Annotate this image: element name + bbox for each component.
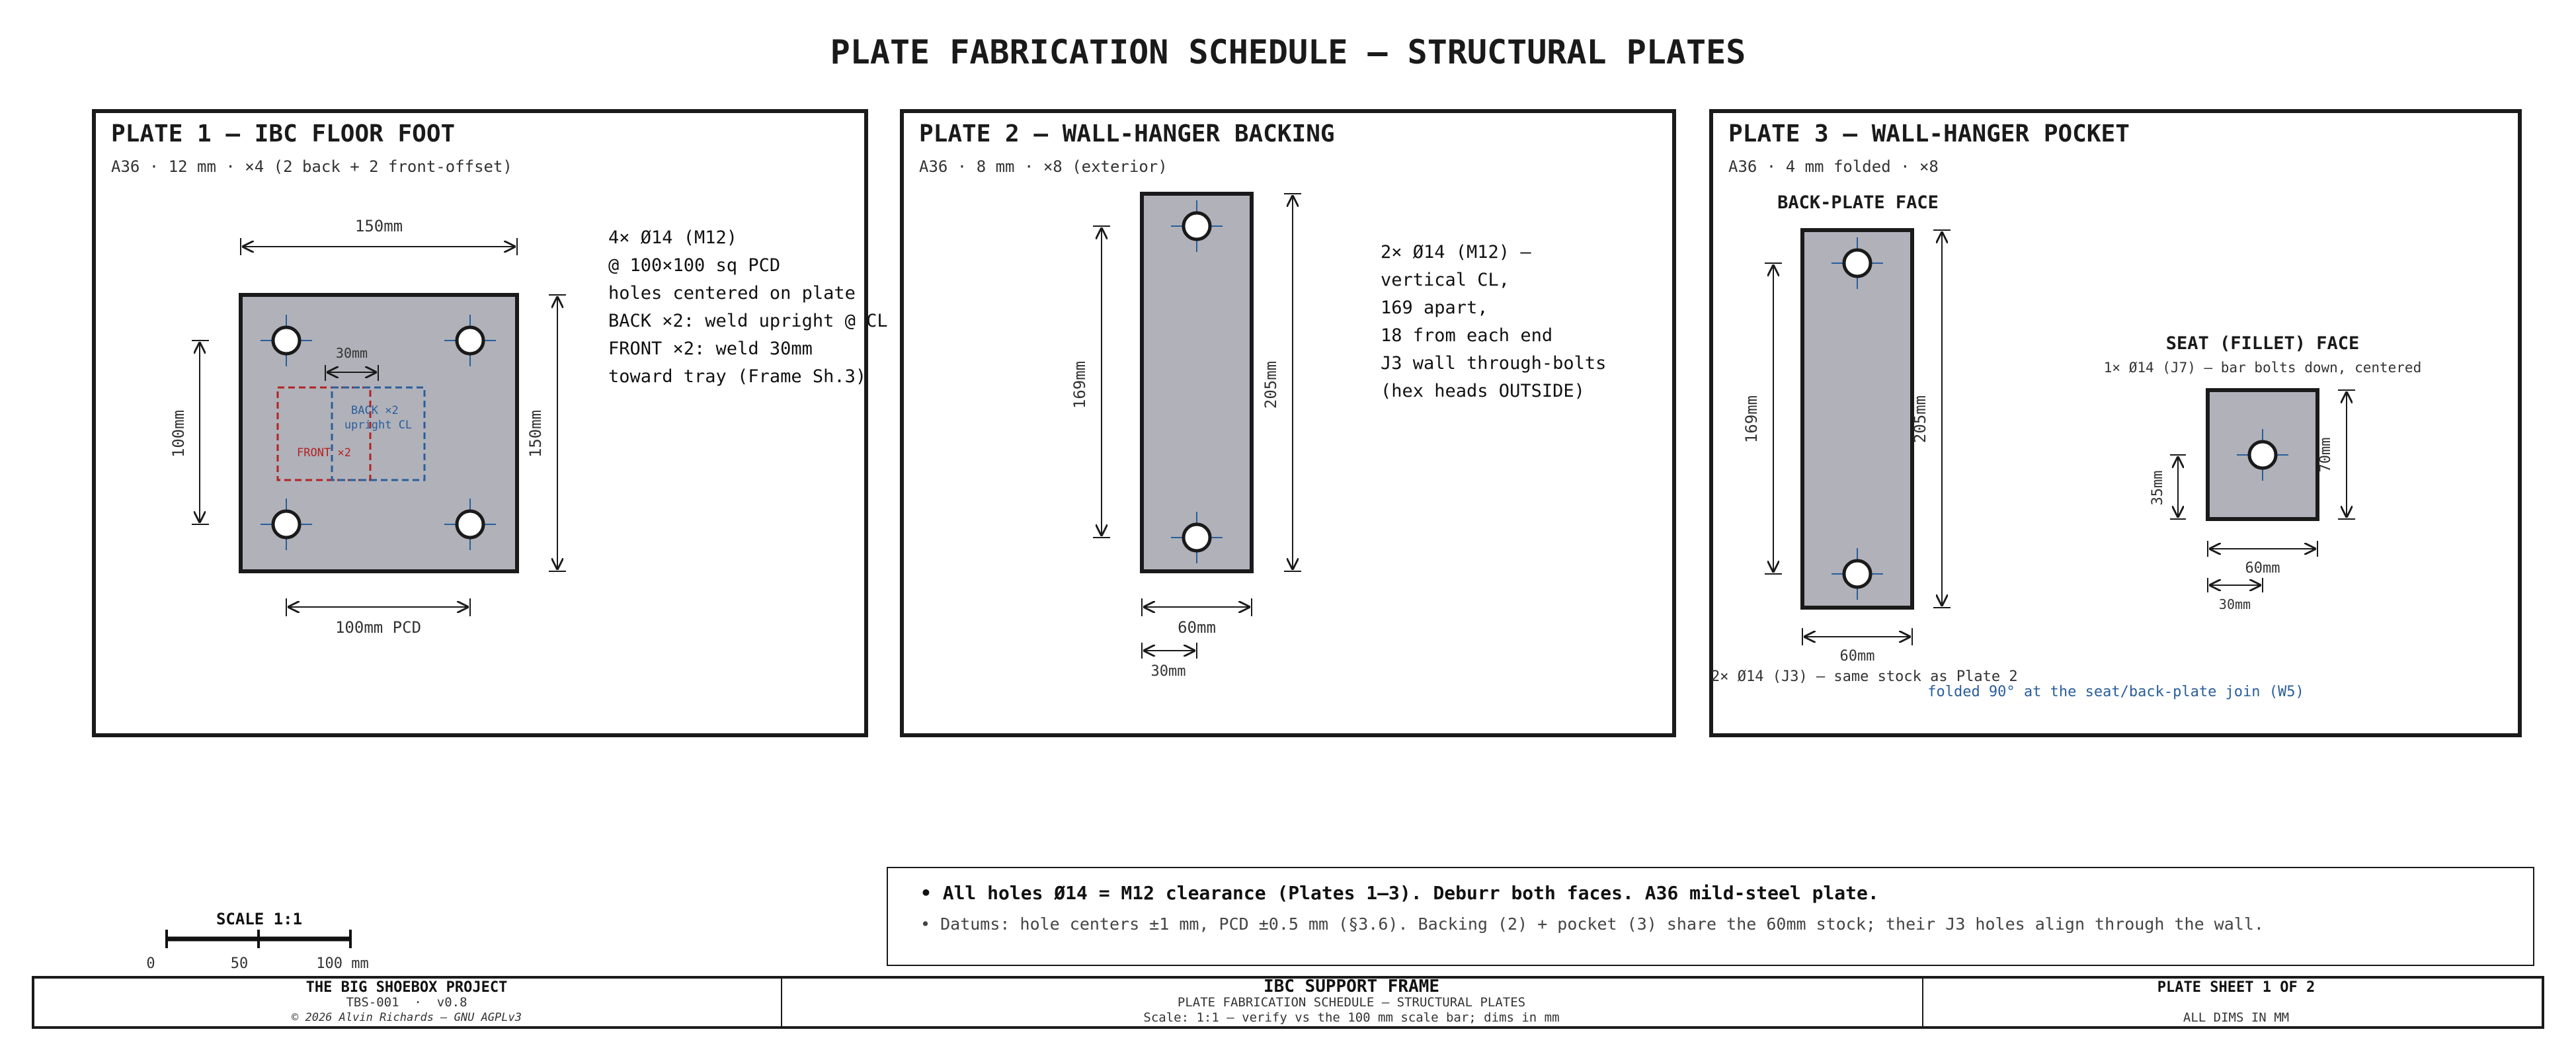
sheet-number: PLATE SHEET 1 OF 2 bbox=[2157, 979, 2315, 996]
front-weld-label: FRONT ×2 bbox=[297, 446, 351, 460]
fold-note: folded 90° at the seat/back-plate join (W5) bbox=[1927, 684, 2304, 700]
panel-spec: A36 · 8 mm · ×8 (exterior) bbox=[919, 157, 1168, 176]
plate-1-notes: 4× Ø14 (M12) @ 100×100 sq PCD holes centered on plate BACK ×2: weld upright @ CL FRONT ×2: weld 30mm toward tray (Frame Sh.3) bbox=[608, 227, 888, 387]
pcd-height-label: 100mm bbox=[169, 409, 188, 458]
offset-dimension-label: 30mm bbox=[335, 345, 368, 361]
back-weld-label: BACK ×2 upright CL bbox=[344, 404, 413, 432]
scale-bar-label: SCALE 1:1 bbox=[216, 910, 303, 928]
back-face-label: BACK-PLATE FACE bbox=[1777, 192, 1939, 213]
width-dimension-label: 60mm bbox=[1839, 648, 1875, 665]
notes-primary: • All holes Ø14 = M12 clearance (Plates 1–3). Deburr both faces. A36 mild-steel plate. bbox=[920, 882, 1879, 904]
panel-spec: A36 · 4 mm folded · ×8 bbox=[1728, 157, 1939, 176]
panel-plate-1 bbox=[94, 111, 899, 735]
frame-name: IBC SUPPORT FRAME bbox=[1263, 977, 1440, 996]
height-dimension-label: 150mm bbox=[526, 409, 545, 458]
document-id: TBS-001 · v0.8 bbox=[346, 995, 467, 1010]
panel-title: PLATE 2 — WALL-HANGER BACKING bbox=[919, 120, 1335, 147]
hole-spacing-label: 169mm bbox=[1742, 395, 1761, 444]
panel-frame bbox=[902, 111, 1674, 735]
scale-tick-label: 100 mm bbox=[316, 955, 369, 972]
general-notes bbox=[887, 868, 2534, 965]
sheet-title: PLATE FABRICATION SCHEDULE — STRUCTURAL PLATES bbox=[830, 33, 1746, 71]
panel-spec: A36 · 12 mm · ×4 (2 back + 2 front-offset) bbox=[111, 157, 512, 176]
width-dimension-label: 150mm bbox=[354, 217, 403, 235]
hole-spacing-label: 169mm bbox=[1070, 360, 1089, 409]
back-face-note: 2× Ø14 (J3) — same stock as Plate 2 bbox=[1711, 668, 2018, 685]
width-dimension-label: 60mm bbox=[1178, 618, 1216, 637]
project-name: THE BIG SHOEBOX PROJECT bbox=[305, 979, 508, 996]
seat-face-sublabel: 1× Ø14 (J7) — bar bolts down, centered bbox=[2103, 360, 2422, 376]
panel-plate-2 bbox=[902, 111, 1674, 735]
frame-subtitle: PLATE FABRICATION SCHEDULE — STRUCTURAL PLATES bbox=[1177, 995, 1526, 1010]
half-width-label: 30mm bbox=[1150, 663, 1186, 680]
height-dimension-label: 70mm bbox=[2317, 437, 2334, 473]
panel-plate-3 bbox=[1711, 111, 2520, 735]
panel-title: PLATE 1 — IBC FLOOR FOOT bbox=[111, 120, 456, 147]
copyright: © 2026 Alvin Richards — GNU AGPLv3 bbox=[292, 1011, 522, 1024]
plate-2-notes: 2× Ø14 (M12) — vertical CL, 169 apart, 18 from each end J3 wall through-bolts (hex heads OUTSIDE) bbox=[1381, 242, 1607, 401]
title-block bbox=[33, 977, 2543, 1028]
units-note: ALL DIMS IN MM bbox=[2183, 1010, 2290, 1025]
panel-title: PLATE 3 — WALL-HANGER POCKET bbox=[1728, 120, 2130, 147]
width-dimension-label: 60mm bbox=[2245, 560, 2280, 577]
half-width-label: 30mm bbox=[2218, 596, 2251, 612]
scale-bar bbox=[146, 910, 368, 972]
pcd-width-label: 100mm PCD bbox=[335, 618, 422, 637]
height-dimension-label: 205mm bbox=[1911, 395, 1929, 444]
seat-face-label: SEAT (FILLET) FACE bbox=[2165, 333, 2360, 354]
scale-note: Scale: 1:1 — verify vs the 100 mm scale bar; dims in mm bbox=[1143, 1010, 1560, 1025]
notes-secondary: • Datums: hole centers ±1 mm, PCD ±0.5 mm (§3.6). Backing (2) + pocket (3) share the 60mm stock; their J3 holes align through the wall. bbox=[920, 914, 2264, 934]
hole-offset-label: 35mm bbox=[2150, 470, 2166, 506]
scale-tick-label: 50 bbox=[230, 955, 249, 972]
scale-tick-label: 0 bbox=[146, 955, 155, 972]
height-dimension-label: 205mm bbox=[1262, 360, 1280, 409]
